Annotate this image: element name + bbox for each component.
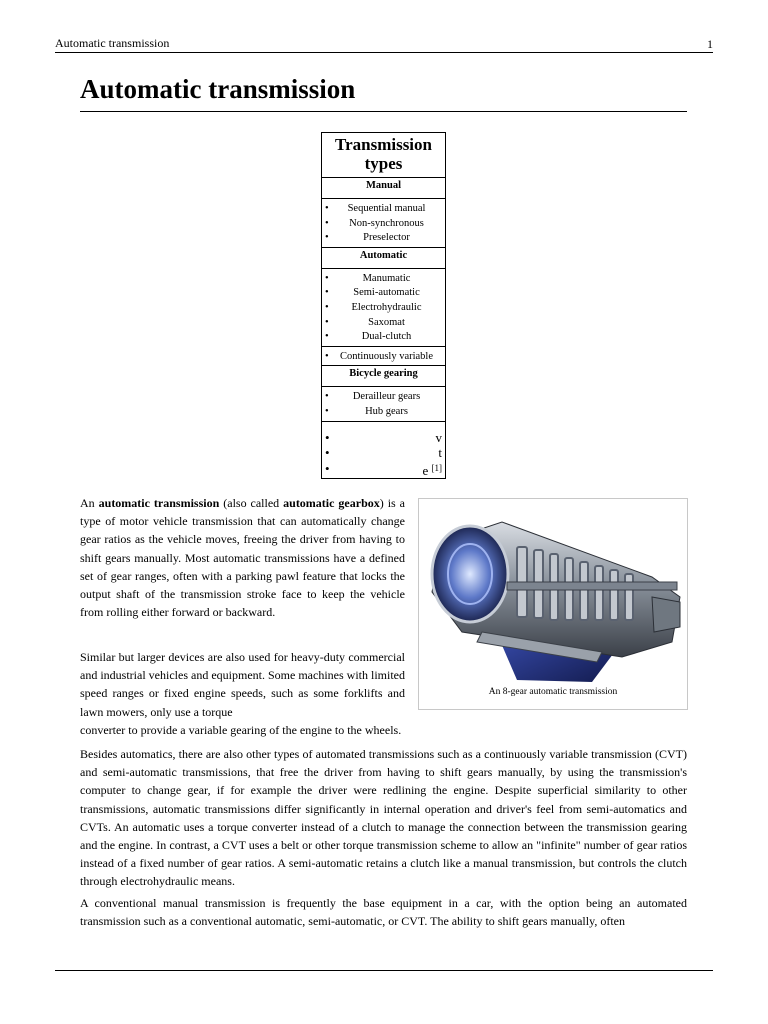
navbox-link[interactable]: • Sequential manual bbox=[322, 202, 445, 217]
navbox-link[interactable]: • Saxomat bbox=[322, 316, 445, 331]
navbox-link[interactable]: • Hub gears bbox=[322, 405, 445, 420]
running-header bbox=[55, 36, 713, 53]
navbox-list-continuously-variable bbox=[322, 347, 445, 367]
navbox-view-link[interactable]: • v bbox=[322, 430, 445, 446]
figure-caption: An 8-gear automatic transmission bbox=[488, 687, 618, 697]
navbox-link[interactable]: • Non-synchronous bbox=[322, 217, 445, 232]
navbox-link[interactable]: • Preselector bbox=[322, 231, 445, 246]
navbox-title: Transmission types bbox=[322, 133, 445, 178]
footer-divider bbox=[55, 970, 713, 971]
navbox-link[interactable]: • Derailleur gears bbox=[322, 390, 445, 405]
running-header-title: Automatic transmission bbox=[55, 36, 170, 50]
navbox-group-manual: Manual bbox=[322, 178, 445, 199]
title-divider bbox=[80, 111, 687, 112]
navbox-list-bicycle-gearing bbox=[322, 387, 445, 421]
navbox-list-manual bbox=[322, 199, 445, 248]
navbox-group-automatic: Automatic bbox=[322, 248, 445, 269]
transmission-cutaway-image bbox=[422, 502, 684, 686]
term-automatic-gearbox: automatic gearbox bbox=[283, 496, 380, 510]
footnote-ref[interactable]: [1] bbox=[431, 462, 442, 473]
paragraph-intro bbox=[80, 494, 405, 621]
page-title: Automatic transmission bbox=[80, 74, 356, 104]
text-run: ) is a type of motor vehicle transmission that can automatically change gear ratios as the vehicle moves, freeing the driver from having to shift gears manually. Most automatic transmissions have a defined set of gear ranges, often with a parking pawl feature that locks the output shaft of the transmission stroke face to keep the vehicle from rolling either forward or backward. bbox=[80, 496, 405, 620]
navbox-link[interactable]: • Continuously variable bbox=[322, 350, 445, 365]
text-run: (also called bbox=[219, 496, 284, 510]
text-run: An bbox=[80, 496, 99, 510]
navbox-list-automatic bbox=[322, 269, 445, 347]
paragraph-heavy-duty: Similar but larger devices are also used for heavy-duty commercial and industrial vehicles and equipment. Some machines with limited speed ranges or fixed engine speeds, such as some forklifts and lawn mowers, only use a torque bbox=[80, 650, 405, 719]
transmission-types-navbox bbox=[321, 132, 446, 479]
paragraph-automated-transmissions: Besides automatics, there are also other types of automated transmissions such as a continuously variable transmission (CVT) and semi-automatic transmissions, that free the driver from having to shift gears manually, by using the transmission's computer to change gear, if for example the driver were redlining the engine. Despite superficial similarity to other transmissions, automatic transmissions differ significantly in internal operation and driver's feel from semi-automatics and CVTs. An automatic uses a torque converter instead of a clutch to manage the connection between the transmission gearing and the engine. In contrast, a CVT uses a belt or other torque transmission scheme to allow an "infinite" number of gear ratios instead of a fixed number of gear ratios. A semi-automatic retains a clutch like a manual transmission, but controls the clutch through electrohydraulic means. bbox=[80, 747, 687, 889]
navbox-link[interactable]: • Semi-automatic bbox=[322, 286, 445, 301]
navbox-talk-link[interactable]: • t bbox=[322, 445, 445, 461]
navbox-group-bicycle-gearing: Bicycle gearing bbox=[322, 366, 445, 387]
navbox-link[interactable]: • Manumatic bbox=[322, 272, 445, 287]
navbox-link[interactable]: • Dual-clutch bbox=[322, 330, 445, 345]
paragraph-conventional-manual: A conventional manual transmission is frequently the base equipment in a car, with the option being an automated transmission such as a conventional automatic, semi-automatic, or CVT. The ability to shift gears manually, often bbox=[80, 896, 687, 929]
navbox-edit-link bbox=[322, 461, 445, 477]
page-number: 1 bbox=[707, 37, 713, 51]
navbox-link[interactable]: • Electrohydraulic bbox=[322, 301, 445, 316]
paragraph-heavy-duty-tail: converter to provide a variable gearing of the engine to the wheels. bbox=[80, 723, 402, 737]
navbox-edit-label[interactable]: e bbox=[422, 462, 429, 478]
term-automatic-transmission: automatic transmission bbox=[98, 496, 220, 510]
navbox-vte-links bbox=[322, 422, 445, 479]
transmission-figure bbox=[418, 498, 688, 710]
